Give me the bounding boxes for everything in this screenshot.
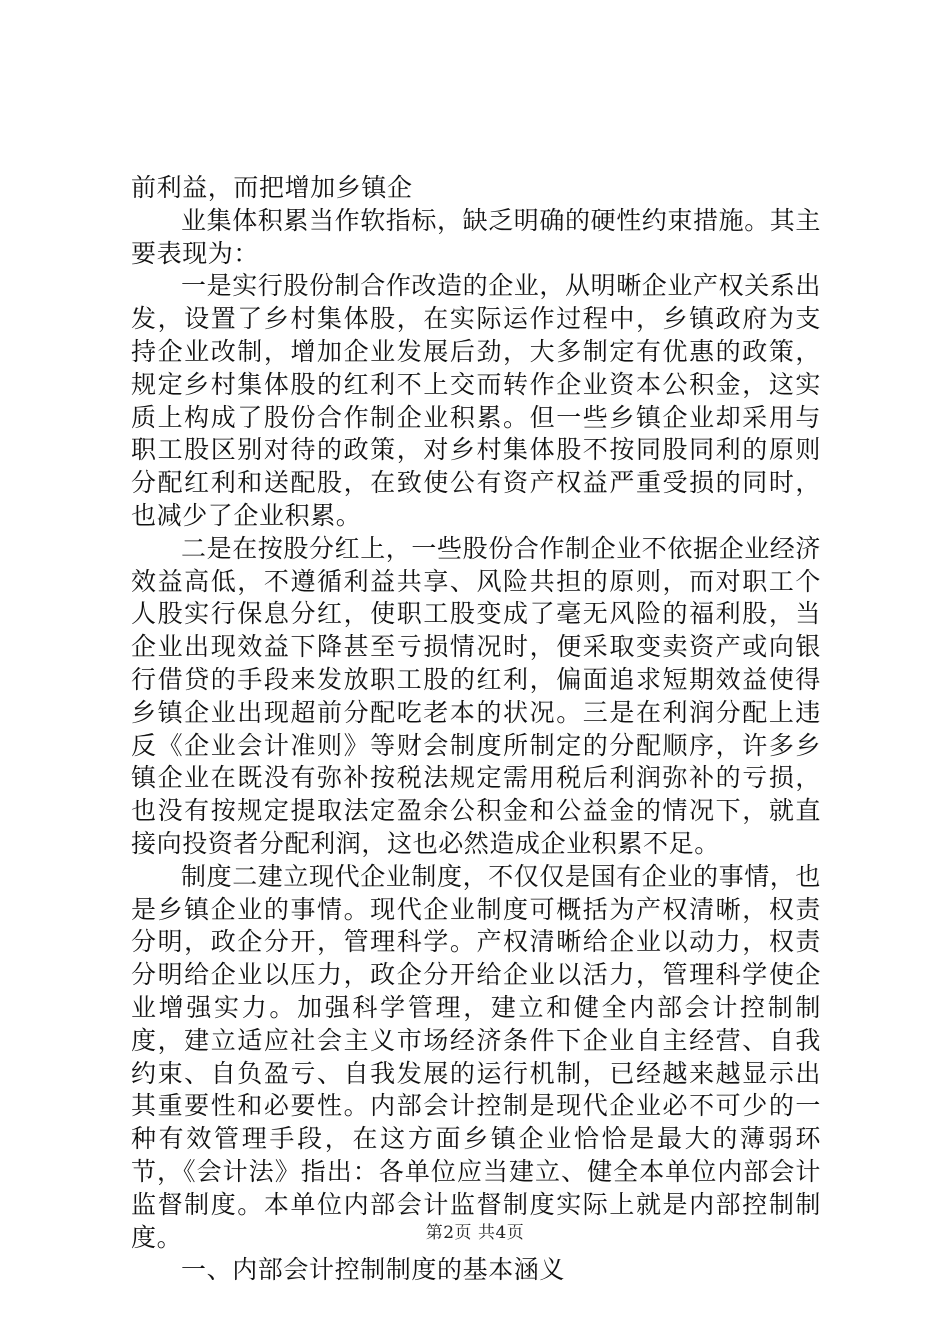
paragraph-modern-enterprise-system: 制度二建立现代企业制度，不仅仅是国有企业的事情，也是乡镇企业的事情。现代企业制度可概括为产权清晰，权责分明，政企分开，管理科学。产权清晰给企业以动力，权责分明给企业以压力，政企分开给企业以活力，管理科学使企业增强实力。加强科学管理，建立和健全内部会计控制制度，建立适应社会主义市场经济条件下企业自主经营、自我约束、自负盈亏、自我发展的运行机制，已经越来越显示出其重要性和必要性。内部会计控制是现代企业必不可少的一种有效管理手段，在这方面乡镇企业恰恰是最大的薄弱环节，《会计法》指出：各单位应当建立、健全本单位内部会计监督制度。本单位内部会计监督制度实际上就是内部控制制度。 bbox=[131, 861, 822, 1252]
paragraph-main-issues: 业集体积累当作软指标，缺乏明确的硬性约束措施。其主要表现为： bbox=[131, 205, 822, 268]
section-heading: 一、内部会计控制制度的基本涵义 bbox=[181, 1255, 566, 1285]
paragraph-point-two-three: 二是在按股分红上，一些股份合作制企业不依据企业经济效益高低，不遵循利益共享、风险共担的原则，而对职工个人股实行保息分红，使职工股变成了毫无风险的福利股，当企业出现效益下降甚至亏损情况时，便采取变卖资产或向银行借贷的手段来发放职工股的红利，偏面追求短期效益使得乡镇企业出现超前分配吃老本的状况。三是在利润分配上违反《企业会计准则》等财会制度所制定的分配顺序，许多乡镇企业在既没有弥补按税法规定需用税后利润弥补的亏损，也没有按规定提取法定盈余公积金和公益金的情况下，就直接向投资者分配利润，这也必然造成企业积累不足。 bbox=[131, 533, 822, 858]
document-body bbox=[131, 172, 821, 1287]
paragraph-point-one: 一是实行股份制合作改造的企业，从明晰企业产权关系出发，设置了乡村集体股，在实际运作过程中，乡镇政府为支持企业改制，增加企业发展后劲，大多制定有优惠的政策，规定乡村集体股的红利不上交而转作企业资本公积金，这实质上构成了股份合作制企业积累。但一些乡镇企业却采用与职工股区别对待的政策，对乡村集体股不按同股同利的原则分配红利和送配股，在致使公有资产权益严重受损的同时，也减少了企业积累。 bbox=[131, 271, 822, 530]
page-footer: 第2页 共4页 bbox=[425, 1223, 525, 1243]
paragraph-fragment: 前利益，而把增加乡镇企 bbox=[131, 173, 413, 202]
